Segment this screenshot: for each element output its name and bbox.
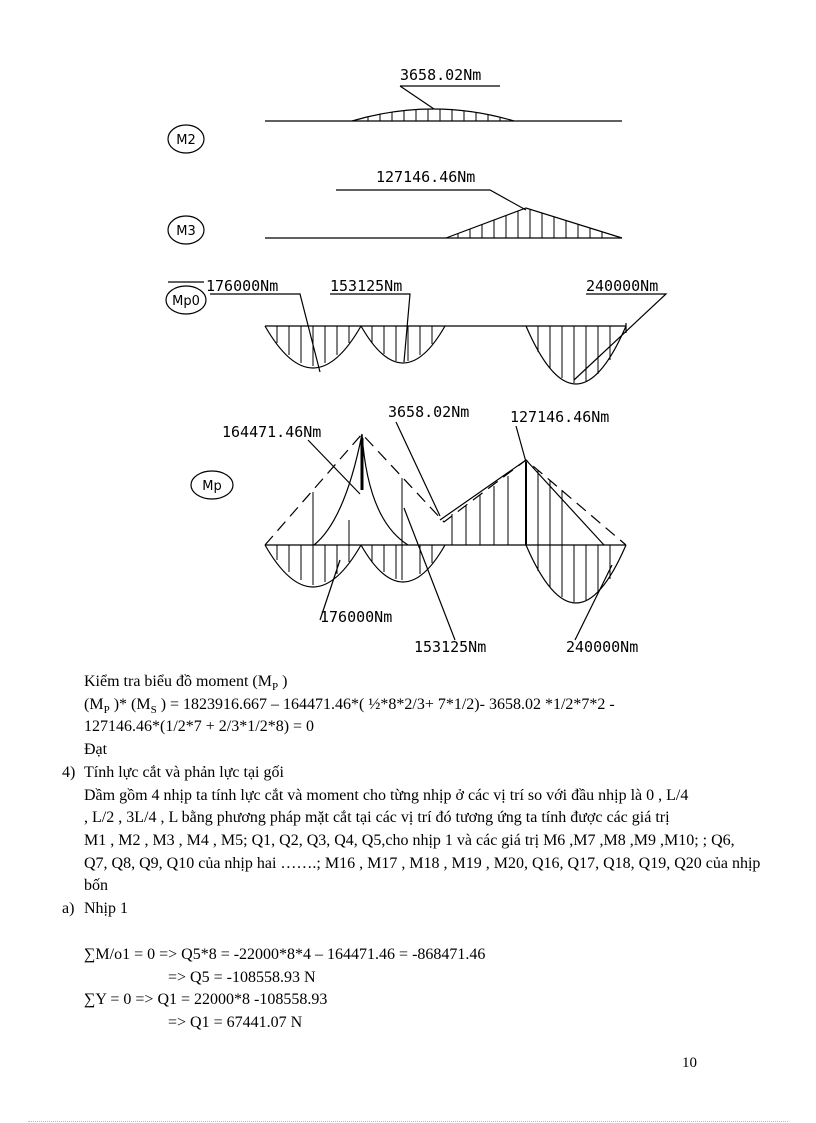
equation-moment-sum: ∑M/o1 = 0 => Q5*8 = -22000*8*4 – 164471.46 = -868471.46 [84,946,486,963]
check-result: Đạt [84,741,108,758]
check-equation-line1: ($M_P$ )* ($M_S$ ) = 1823916.667 – 164471.46*( ½*8*2/3+ 7*1/2)- 3658.02 *1/2*7*2 - [84,696,615,717]
subsection-a-heading: Nhịp 1 [84,900,128,917]
mp0-tag: Mp0 [172,294,200,309]
equation-q5: => Q5 = -108558.93 N [168,969,316,986]
mp-tag: Mp [202,479,222,494]
section4-paragraph-line2: , L/2 , 3L/4 , L bằng phương pháp mặt cắt tại các vị trí đó tương ứng ta tính được các giá trị [84,809,670,826]
mp-top-label-3: 127146.46Nm [510,408,610,426]
section4-paragraph-line3: M1 , M2 , M3 , M4 , M5; Q1, Q2, Q3, Q4, Q5,cho nhịp 1 và các giá trị M6 ,M7 ,M8 ,M9 ,M10; ; Q6, [84,832,735,849]
m2-tag: M2 [176,133,196,148]
mp-top-label-1: 164471.46Nm [222,423,322,441]
m2-diagram [168,86,622,153]
m3-tag: M3 [176,224,196,239]
check-title: Kiểm tra biểu đồ moment ($M_P$ ) [84,673,288,694]
mp-top-label-2: 3658.02Nm [388,403,470,421]
subsection-a-number: a) [62,900,75,917]
mp-bottom-label-3: 240000Nm [566,638,639,656]
mp0-label-1: 176000Nm [206,277,279,295]
mp-diagram [191,422,626,640]
mp-bottom-label-2: 153125Nm [414,638,487,656]
section4-number: 4) [62,764,76,781]
mp0-label-2: 153125Nm [330,277,403,295]
section4-paragraph-line5: bốn [84,877,108,894]
section4-paragraph-line4: Q7, Q8, Q9, Q10 của nhịp hai …….; M16 , M17 , M18 , M19 , M20, Q16, Q17, Q18, Q19, Q20 của nhịp [84,855,761,872]
m3-diagram [168,190,622,244]
m2-value-label: 3658.02Nm [400,66,482,84]
mp0-label-3: 240000Nm [586,277,659,295]
section4-heading: Tính lực cắt và phản lực tại gối [84,764,284,781]
mp-bottom-label-1: 176000Nm [320,608,393,626]
section4-paragraph-line1: Dầm gồm 4 nhịp ta tính lực cắt và moment cho từng nhịp ở các vị trí so với đầu nhịp là 0 , L/4 [84,787,689,804]
equation-q1: => Q1 = 67441.07 N [168,1014,303,1031]
m3-value-label: 127146.46Nm [376,168,476,186]
mp0-diagram [166,282,666,384]
check-equation-line2: 127146.46*(1/2*7 + 2/3*1/2*8) = 0 [84,718,315,735]
page-number: 10 [682,1055,697,1071]
equation-force-sum: ∑Y = 0 => Q1 = 22000*8 -108558.93 [84,991,328,1008]
page-footer-divider [28,1121,788,1122]
